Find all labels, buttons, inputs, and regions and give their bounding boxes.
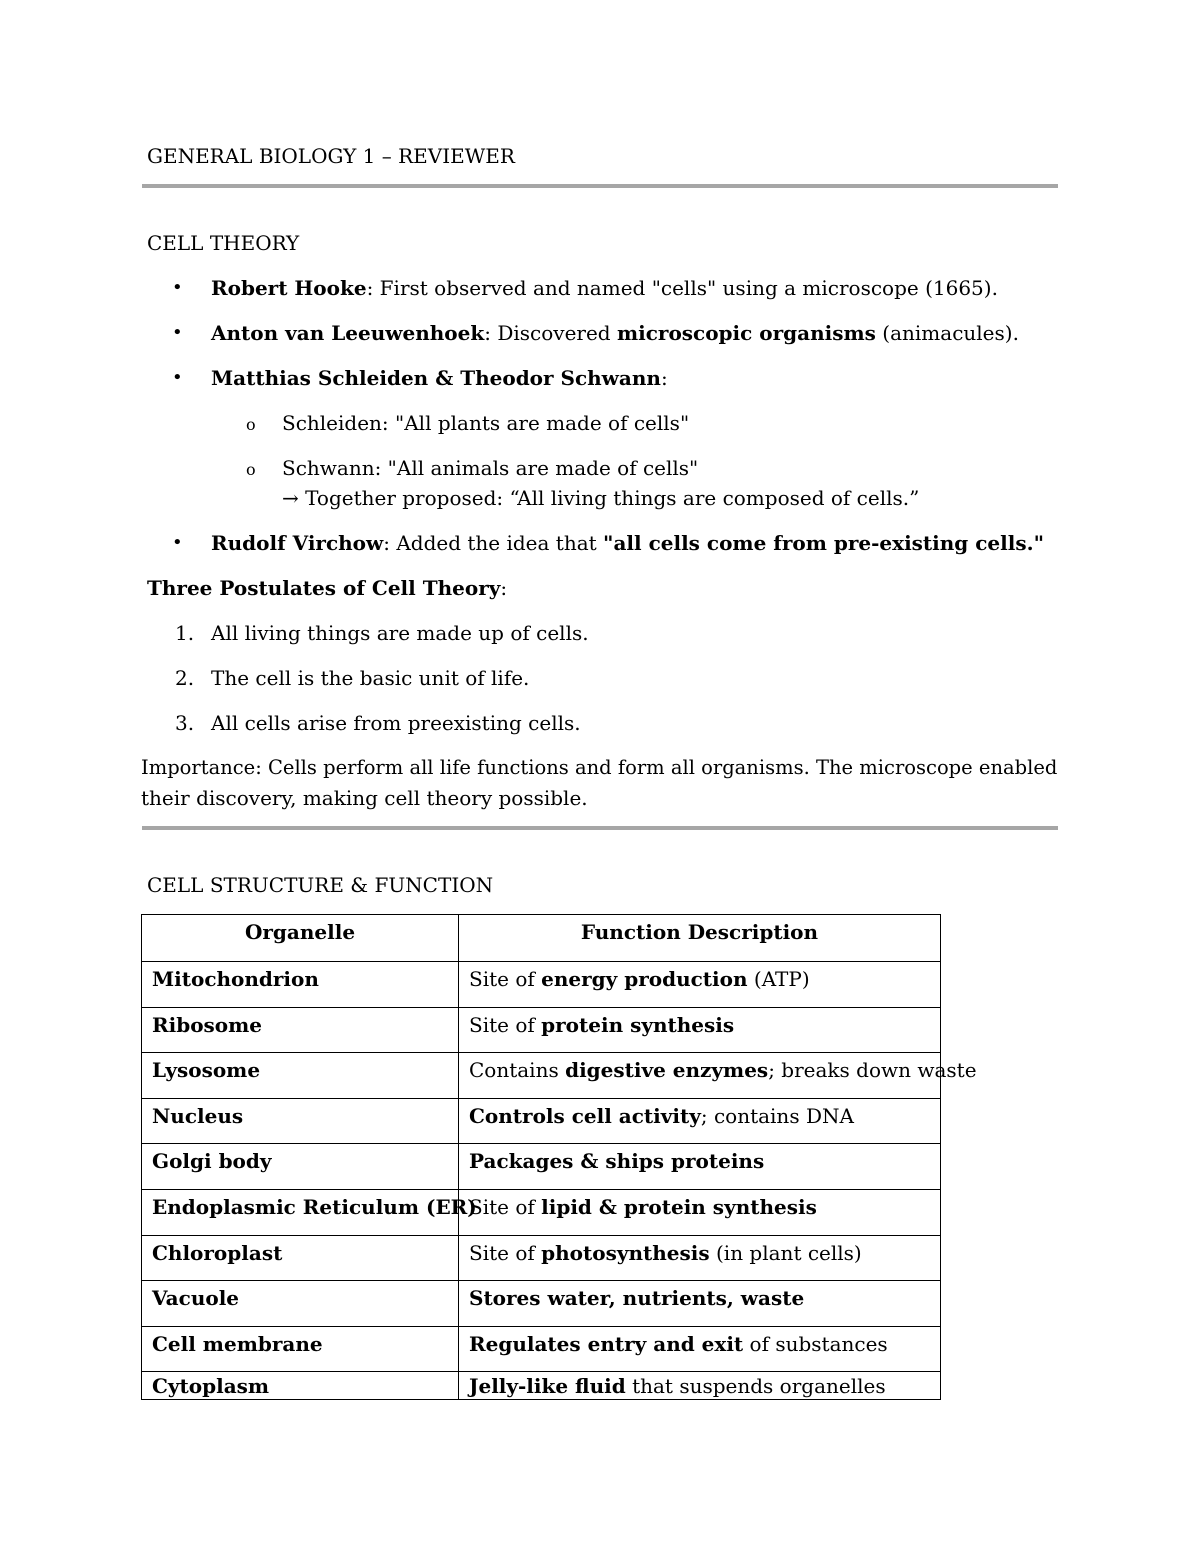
- function-bold-text: Packages & ships proteins: [469, 1149, 765, 1174]
- function-bold-text: lipid & protein synthesis: [541, 1194, 817, 1219]
- function-text: Site of: [469, 967, 542, 991]
- bullet-name: Robert Hooke: [211, 276, 367, 300]
- table-row: [142, 1326, 941, 1372]
- column-header-organelle: Organelle: [142, 915, 459, 962]
- sub-bullet-icon: o: [246, 415, 256, 434]
- function-text: Site of: [469, 1240, 542, 1265]
- structure-heading: CELL STRUCTURE & FUNCTION: [147, 873, 494, 897]
- function-cell: [459, 1098, 941, 1144]
- bullet-item: [211, 321, 1019, 345]
- table-row: [142, 1053, 941, 1099]
- organelle-cell: Lysosome: [142, 1053, 459, 1099]
- bullet-bold-text: microscopic organisms: [616, 321, 876, 345]
- function-cell: [459, 1053, 977, 1099]
- sub-bullet-icon: o: [246, 460, 256, 479]
- function-bold-text: Regulates entry and exit: [469, 1331, 744, 1356]
- function-text: Contains: [469, 1058, 566, 1083]
- bullet-bold-text: "all cells come from pre-existing cells.": [603, 531, 1044, 555]
- bullet-name: Anton van Leeuwenhoek: [211, 321, 485, 345]
- bullet-text: (animacules).: [875, 321, 1019, 345]
- bullet-item: [211, 531, 1044, 555]
- function-bold-text: digestive enzymes: [565, 1058, 769, 1083]
- bullet-icon: •: [172, 277, 183, 298]
- bullet-name: Matthias Schleiden & Theodor Schwann: [211, 366, 661, 390]
- postulate-number: 3.: [175, 711, 195, 735]
- function-cell: [459, 1326, 941, 1372]
- table-row: [142, 962, 941, 1008]
- function-cell: [459, 1189, 941, 1235]
- document-title: GENERAL BIOLOGY 1 – REVIEWER: [147, 144, 515, 168]
- importance-text-line1: Importance: Cells perform all life functions and form all organisms. The microscope enabled: [141, 756, 1058, 779]
- organelle-table: [141, 914, 977, 1400]
- bullet-icon: •: [172, 532, 183, 553]
- postulates-heading-text: Three Postulates of Cell Theory: [147, 576, 501, 600]
- table-row: [142, 1098, 941, 1144]
- column-header-function: Function Description: [459, 915, 941, 962]
- function-cell: [459, 1281, 941, 1327]
- function-text: ; contains DNA: [700, 1103, 854, 1128]
- table-row: [142, 1007, 941, 1053]
- table-row: [142, 1281, 941, 1327]
- function-bold-text: Jelly-like fluid: [469, 1374, 626, 1399]
- postulate-number: 1.: [175, 621, 195, 645]
- postulates-heading-colon: :: [500, 576, 508, 600]
- bullet-icon: •: [172, 322, 183, 343]
- function-text: ; breaks down waste: [768, 1058, 977, 1083]
- organelle-cell: Nucleus: [142, 1098, 459, 1144]
- function-text: of substances: [743, 1331, 888, 1356]
- organelle-cell: Endoplasmic Reticulum (ER): [142, 1189, 459, 1235]
- bullet-item: [211, 366, 668, 390]
- function-text: Site of: [469, 1012, 542, 1037]
- bullet-name: Rudolf Virchow: [211, 531, 384, 555]
- organelle-cell: Mitochondrion: [142, 962, 459, 1008]
- organelle-cell: Chloroplast: [142, 1235, 459, 1281]
- bullet-text: : First observed and named "cells" using a microscope (1665).: [366, 276, 998, 300]
- function-bold-text: protein synthesis: [541, 1012, 735, 1037]
- table-header-row: [142, 915, 941, 962]
- postulates-heading: [147, 576, 507, 600]
- function-cell: [459, 962, 941, 1008]
- table-row: [142, 1144, 941, 1190]
- table-row: [142, 1372, 941, 1400]
- organelle-cell: Golgi body: [142, 1144, 459, 1190]
- horizontal-rule: [142, 826, 1058, 830]
- postulate-number: 2.: [175, 666, 195, 690]
- bullet-text: : Added the idea that: [383, 531, 604, 555]
- postulate-text: The cell is the basic unit of life.: [211, 666, 530, 690]
- horizontal-rule: [142, 184, 1058, 188]
- function-text: (in plant cells): [709, 1240, 862, 1265]
- function-bold-text: Controls cell activity: [469, 1103, 701, 1128]
- bullet-text: : Discovered: [484, 321, 617, 345]
- function-bold-text: energy production: [541, 967, 748, 991]
- organelle-cell: Vacuole: [142, 1281, 459, 1327]
- table-row: [142, 1235, 941, 1281]
- function-text: that suspends organelles: [625, 1374, 886, 1399]
- function-bold-text: Stores water, nutrients, waste: [469, 1286, 805, 1311]
- organelle-cell: Ribosome: [142, 1007, 459, 1053]
- organelle-cell: Cytoplasm: [142, 1372, 459, 1400]
- bullet-icon: •: [172, 367, 183, 388]
- together-note: → Together proposed: “All living things are composed of cells.”: [282, 486, 920, 510]
- postulate-text: All cells arise from preexisting cells.: [211, 711, 581, 735]
- table-row: [142, 1189, 941, 1235]
- function-text: Site of: [469, 1194, 542, 1219]
- sub-bullet-item: Schleiden: "All plants are made of cells": [282, 411, 690, 435]
- importance-text-line2: their discovery, making cell theory possible.: [141, 786, 588, 810]
- function-cell: [459, 1235, 941, 1281]
- bullet-item: [211, 276, 998, 300]
- bullet-text: :: [660, 366, 668, 390]
- function-cell: [459, 1144, 941, 1190]
- sub-bullet-item: Schwann: "All animals are made of cells": [282, 456, 699, 480]
- function-cell: [459, 1007, 941, 1053]
- cell-theory-heading: CELL THEORY: [147, 231, 300, 255]
- postulate-text: All living things are made up of cells.: [211, 621, 589, 645]
- function-bold-text: photosynthesis: [541, 1240, 710, 1265]
- organelle-cell: Cell membrane: [142, 1326, 459, 1372]
- function-text: (ATP): [747, 967, 810, 991]
- function-cell: [459, 1372, 941, 1400]
